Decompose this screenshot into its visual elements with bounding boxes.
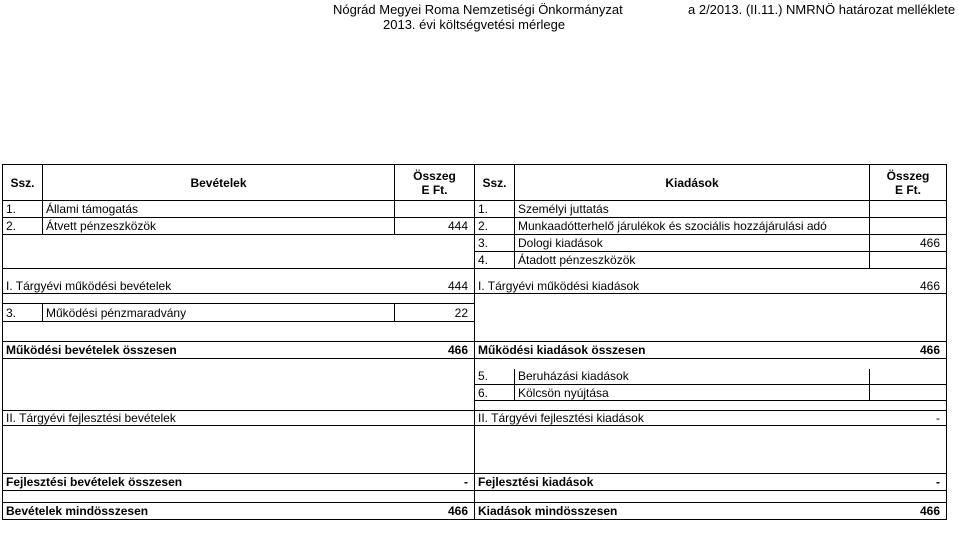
row-label: Kiadások mindösszesen: [475, 503, 870, 520]
table-row: [3, 385, 947, 401]
org-title: Nógrád Megyei Roma Nemzetiségi Önkormányzat: [333, 2, 623, 17]
row-number: 2.: [3, 218, 43, 235]
total-row: [3, 474, 947, 491]
resolution-reference: a 2/2013. (II.11.) NMRNÖ határozat melléklete: [688, 2, 956, 17]
row-value: -: [870, 411, 947, 426]
row-value: 22: [395, 304, 475, 322]
row-value: -: [870, 474, 947, 491]
table-row: [3, 235, 947, 252]
row-label: Működési kiadások összesen: [475, 342, 870, 359]
total-row: [3, 342, 947, 359]
osszeg-line1: Összeg: [413, 168, 456, 183]
sheet-subtitle: 2013. évi költségvetési mérlege: [383, 17, 566, 32]
row-value: [870, 218, 947, 235]
col-bevetelek: Bevételek: [43, 165, 395, 201]
row-label: Kölcsön nyújtása: [515, 385, 870, 401]
row-label: Átvett pénzeszközök: [43, 218, 395, 235]
row-label: Dologi kiadások: [515, 235, 870, 252]
row-label: II. Tárgyévi fejlesztési bevételek: [3, 411, 395, 426]
col-ssz-right: Ssz.: [475, 165, 515, 201]
row-value: 466: [395, 342, 475, 359]
row-value: [395, 201, 475, 218]
row-label: I. Tárgyévi működési bevételek: [3, 279, 395, 294]
row-label: Fejlesztési bevételek összesen: [3, 474, 395, 491]
grand-total-row: [3, 503, 947, 520]
row-value: [870, 201, 947, 218]
col-osszeg-right: [870, 165, 947, 201]
subtotal-row: [3, 411, 947, 426]
row-number: 6.: [475, 385, 515, 401]
row-value: 466: [870, 342, 947, 359]
row-number: 3.: [3, 304, 43, 322]
osszeg-line2: E Ft.: [421, 182, 448, 197]
row-label: Bevételek mindösszesen: [3, 503, 395, 520]
row-value: [870, 252, 947, 269]
table-row: [3, 252, 947, 269]
row-value: [395, 411, 475, 426]
row-value: 444: [395, 279, 475, 294]
table-row: [3, 369, 947, 385]
row-number: 2.: [475, 218, 515, 235]
header-row: [3, 165, 947, 201]
row-number: 5.: [475, 369, 515, 385]
row-label: Állami támogatás: [43, 201, 395, 218]
row-label: Működési bevételek összesen: [3, 342, 395, 359]
row-label: Munkaadótterhelő járulékok és szociális hozzájárulási adó: [515, 218, 870, 235]
row-label: Működési pénzmaradvány: [43, 304, 395, 322]
table-row: [3, 304, 947, 322]
row-label: II. Tárgyévi fejlesztési kiadások: [475, 411, 870, 426]
row-label: Beruházási kiadások: [515, 369, 870, 385]
row-label: Személyi juttatás: [515, 201, 870, 218]
col-osszeg-left: [395, 165, 475, 201]
table-row: [3, 201, 947, 218]
subtotal-row: [3, 279, 947, 294]
col-kiadasok: Kiadások: [515, 165, 870, 201]
col-ssz-left: Ssz.: [3, 165, 43, 201]
row-value: 466: [870, 503, 947, 520]
table-row: [3, 218, 947, 235]
row-value: -: [395, 474, 475, 491]
row-number: 4.: [475, 252, 515, 269]
row-value: 466: [870, 279, 947, 294]
row-value: 444: [395, 218, 475, 235]
row-label: Átadott pénzeszközök: [515, 252, 870, 269]
row-number: 1.: [3, 201, 43, 218]
row-value: 466: [395, 503, 475, 520]
row-label: Fejlesztési kiadások: [475, 474, 870, 491]
row-number: 3.: [475, 235, 515, 252]
osszeg-line2: E Ft.: [895, 182, 921, 197]
balance-table: [2, 164, 947, 520]
row-value: 466: [870, 235, 947, 252]
osszeg-line1: Összeg: [886, 168, 930, 183]
row-number: 1.: [475, 201, 515, 218]
row-label: I. Tárgyévi működési kiadások: [475, 279, 870, 294]
